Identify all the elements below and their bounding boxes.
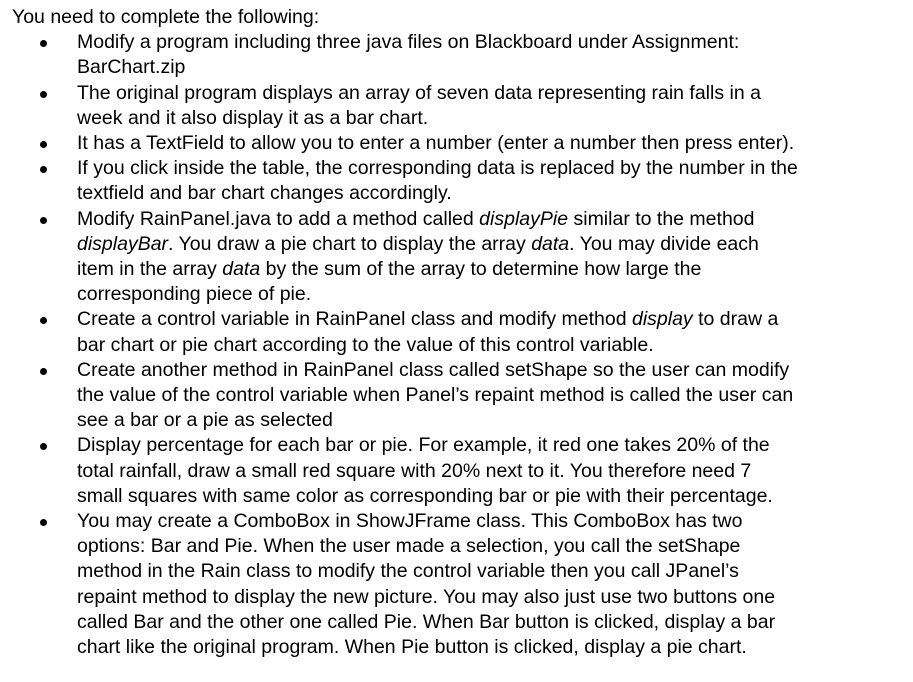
bullet-dot-icon <box>40 217 47 224</box>
bullet-text: corresponding piece of pie. <box>77 283 312 306</box>
bullet-text: to draw a <box>692 308 779 331</box>
bullet-item <box>12 207 842 308</box>
bullet-line <box>77 585 842 610</box>
bullet-dot-icon <box>40 91 47 98</box>
bullet-item <box>12 358 842 434</box>
bullet-text: repaint method to display the new picture. You may also just use two buttons one <box>77 585 776 608</box>
bullet-dot-icon <box>40 40 47 47</box>
bullet-text: Display percentage for each bar or pie. For example, it red one takes 20% of the <box>77 434 770 457</box>
bullet-text: If you click inside the table, the corresponding data is replaced by the number in the <box>77 157 798 180</box>
bullet-text: . You draw a pie chart to display the array <box>168 232 532 255</box>
bullet-dot-icon <box>40 368 47 375</box>
bullet-line <box>77 333 842 358</box>
bullet-text: Create another method in RainPanel class called setShape so the user can modify <box>77 358 790 381</box>
bullet-item <box>12 433 842 509</box>
bullet-line <box>77 30 842 55</box>
bullet-text: called Bar and the other one called Pie. When Bar button is clicked, display a bar <box>77 610 776 633</box>
bullet-item <box>12 307 842 357</box>
bullet-line <box>77 131 842 156</box>
bullet-text: You may create a ComboBox in ShowJFrame class. This ComboBox has two <box>77 510 743 533</box>
bullet-line <box>77 509 842 534</box>
bullet-dot-icon <box>40 317 47 324</box>
bullet-line <box>77 207 842 232</box>
bullet-line <box>77 610 842 635</box>
bullet-text: Modify RainPanel.java to add a method called <box>77 207 480 230</box>
bullet-text: total rainfall, draw a small red square with 20% next to it. You therefore need 7 <box>77 459 752 482</box>
bullet-line <box>77 534 842 559</box>
bullet-line <box>77 81 842 106</box>
bullet-text: method in the Rain class to modify the control variable then you call JPanel’s <box>77 560 739 583</box>
bullet-text: options: Bar and Pie. When the user made a selection, you call the setShape <box>77 535 741 558</box>
bullet-text: BarChart.zip <box>77 56 186 79</box>
bullet-line <box>77 559 842 584</box>
bullet-dot-icon <box>40 141 47 148</box>
italic-code-term: data <box>222 258 261 281</box>
bullet-line <box>77 484 842 509</box>
bullet-item <box>12 509 842 660</box>
task-bullet-list <box>12 30 913 660</box>
bullet-item <box>12 156 842 206</box>
bullet-line <box>77 307 842 332</box>
bullet-item <box>12 131 842 156</box>
intro-heading: You need to complete the following: <box>12 6 320 28</box>
italic-code-term: displayPie <box>479 207 569 230</box>
bullet-text: see a bar or a pie as selected <box>77 409 333 432</box>
bullet-text: week and it also display it as a bar chart. <box>77 106 429 129</box>
bullet-text: Create a control variable in RainPanel class and modify method <box>77 308 632 331</box>
bullet-line <box>77 408 842 433</box>
bullet-line <box>77 55 842 80</box>
bullet-text: by the sum of the array to determine how large the <box>260 258 702 281</box>
bullet-dot-icon <box>40 443 47 450</box>
bullet-text: bar chart or pie chart according to the value of this control variable. <box>77 333 654 356</box>
bullet-text: Modify a program including three java files on Blackboard under Assignment: <box>77 31 740 54</box>
bullet-text: textfield and bar chart changes accordingly. <box>77 182 452 205</box>
bullet-line <box>77 635 842 660</box>
bullet-line <box>77 383 842 408</box>
bullet-line <box>77 433 842 458</box>
italic-code-term: data <box>531 232 570 255</box>
bullet-line <box>77 181 842 206</box>
bullet-line <box>77 232 842 257</box>
bullet-line <box>77 358 842 383</box>
bullet-text: the value of the control variable when Panel’s repaint method is called the user can <box>77 384 794 407</box>
bullet-text: The original program displays an array of seven data representing rain falls in a <box>77 81 761 104</box>
italic-code-term: display <box>631 308 693 331</box>
bullet-text: small squares with same color as corresponding bar or pie with their percentage. <box>77 484 773 507</box>
bullet-line <box>77 282 842 307</box>
bullet-item <box>12 30 842 80</box>
bullet-line <box>77 106 842 131</box>
bullet-item <box>12 81 842 131</box>
bullet-line <box>77 459 842 484</box>
italic-code-term: displayBar <box>77 232 169 255</box>
bullet-text: chart like the original program. When Pie button is clicked, display a pie chart. <box>77 636 747 659</box>
bullet-line <box>77 156 842 181</box>
bullet-text: item in the array <box>77 258 223 281</box>
bullet-text: similar to the method <box>568 207 755 230</box>
bullet-text: It has a TextField to allow you to enter a number (enter a number then press enter). <box>77 132 795 155</box>
bullet-line <box>77 257 842 282</box>
bullet-dot-icon <box>40 519 47 526</box>
bullet-text: . You may divide each <box>569 232 759 255</box>
bullet-dot-icon <box>40 166 47 173</box>
